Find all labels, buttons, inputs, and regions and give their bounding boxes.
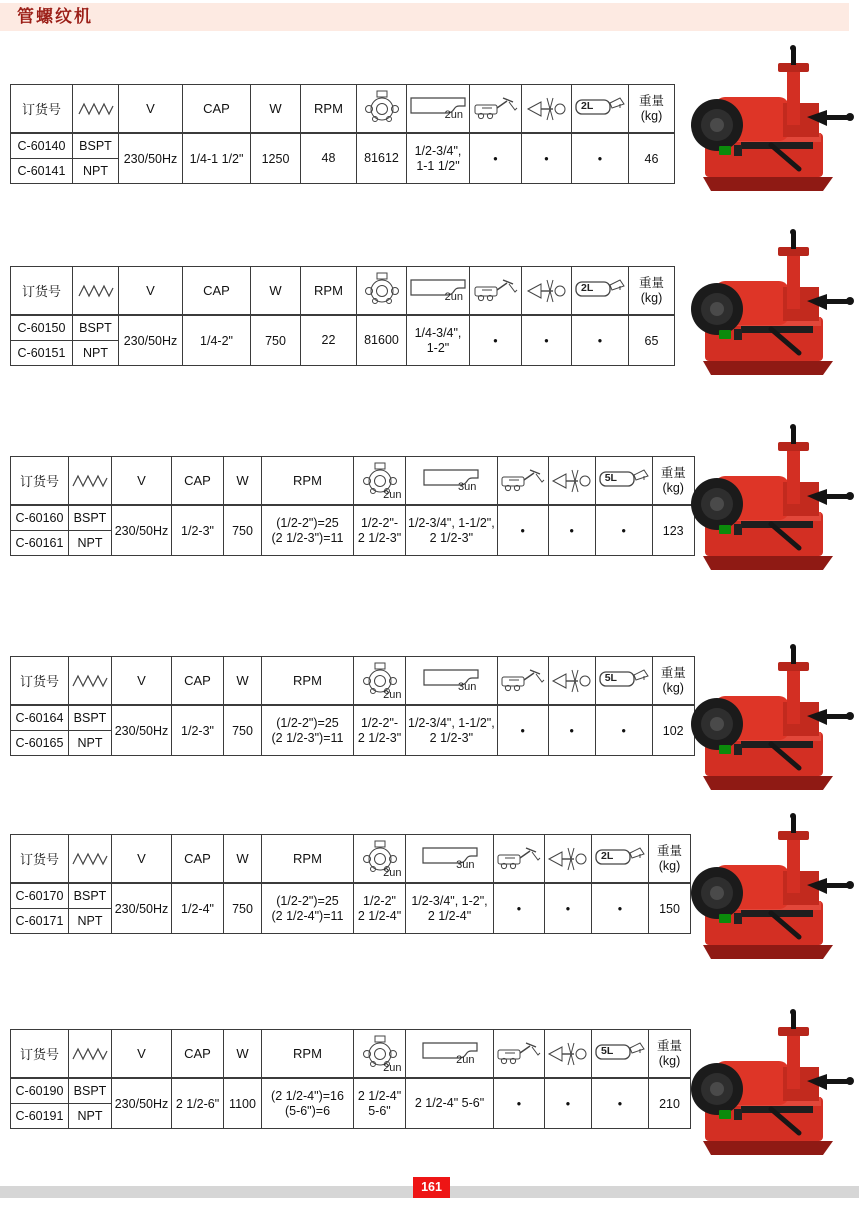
oil-volume-label: 5L <box>604 471 617 484</box>
product-section <box>10 834 691 934</box>
col-header-order-no: 订货号 <box>11 1030 69 1079</box>
dies-unit-label: 3un <box>457 681 477 693</box>
power-cell: 750 <box>251 315 301 366</box>
reamer-icon <box>526 277 568 305</box>
oil-included-cell: • <box>572 315 629 366</box>
thread-standard-cell: BSPT <box>69 705 112 731</box>
capacity-cell: 1/2-3" <box>172 505 224 556</box>
weight-cell: 102 <box>652 705 694 756</box>
oil-included-cell: • <box>572 133 629 184</box>
col-header-thread-type <box>69 657 112 706</box>
thread-profile-icon <box>71 852 109 866</box>
col-header-rpm: RPM <box>262 1030 354 1079</box>
power-cell: 750 <box>224 705 262 756</box>
col-header-capacity: CAP <box>172 1030 224 1079</box>
pipe-cutter-included-cell: • <box>497 705 548 756</box>
die-head-cell: 2 1/2-4" 5-6" <box>354 1078 406 1129</box>
col-header-voltage: V <box>119 85 183 134</box>
pipe-cutter-included-cell: • <box>470 315 522 366</box>
col-header-thread-type <box>73 267 119 316</box>
col-header-power: W <box>224 457 262 506</box>
die-head-cell: 1/2-2"- 2 1/2-3" <box>354 705 406 756</box>
voltage-cell: 230/50Hz <box>112 505 172 556</box>
col-header-die-head <box>354 835 406 884</box>
col-header-voltage: V <box>112 657 172 706</box>
col-header-pipe-cutter <box>494 835 545 884</box>
col-header-pipe-cutter <box>497 457 548 506</box>
oil-volume-label: 5L <box>604 671 617 684</box>
thread-standard-cell: NPT <box>69 909 112 934</box>
thread-standard-cell: BSPT <box>73 315 119 341</box>
oil-included-cell: • <box>595 505 652 556</box>
col-header-capacity: CAP <box>172 657 224 706</box>
table-row <box>11 315 675 341</box>
reamer-included-cell: • <box>522 315 572 366</box>
thread-profile-icon <box>71 1047 109 1061</box>
col-header-reamer <box>545 1030 592 1079</box>
thread-profile-icon <box>77 284 115 298</box>
col-header-dies <box>406 657 498 706</box>
reamer-included-cell: • <box>545 1078 592 1129</box>
die-head-cell: 1/2-2" 2 1/2-4" <box>354 883 406 934</box>
col-header-voltage: V <box>112 835 172 884</box>
die-head-cell: 81600 <box>357 315 407 366</box>
col-header-rpm: RPM <box>262 657 354 706</box>
col-header-weight: 重量 (kg) <box>652 457 694 506</box>
thread-profile-icon <box>71 674 109 688</box>
col-header-rpm: RPM <box>301 267 357 316</box>
col-header-die-head <box>357 85 407 134</box>
col-header-capacity: CAP <box>183 85 251 134</box>
threading-machine-photo <box>675 643 855 795</box>
col-header-oil <box>592 1030 649 1079</box>
pipe-cutter-icon <box>473 96 519 122</box>
table-row <box>11 705 695 731</box>
dies-sizes-cell: 1/4-3/4", 1-2" <box>407 315 470 366</box>
pipe-cutter-included-cell: • <box>497 505 548 556</box>
pipe-cutter-included-cell: • <box>494 1078 545 1129</box>
col-header-dies <box>406 835 494 884</box>
col-header-power: W <box>224 1030 262 1079</box>
dies-sizes-cell: 2 1/2-4" 5-6" <box>406 1078 494 1129</box>
oil-volume-label: 2L <box>581 99 594 112</box>
thread-standard-cell: BSPT <box>69 883 112 909</box>
capacity-cell: 2 1/2-6" <box>172 1078 224 1129</box>
weight-cell: 123 <box>652 505 694 556</box>
pipe-cutter-icon <box>500 468 546 494</box>
thread-standard-cell: NPT <box>73 341 119 366</box>
reamer-included-cell: • <box>545 883 592 934</box>
col-header-die-head <box>357 267 407 316</box>
col-header-oil <box>592 835 649 884</box>
col-header-pipe-cutter <box>470 267 522 316</box>
col-header-die-head <box>354 457 406 506</box>
die-head-icon <box>364 89 400 125</box>
spec-table <box>10 84 675 184</box>
col-header-thread-type <box>69 457 112 506</box>
pipe-cutter-icon <box>473 278 519 304</box>
pipe-cutter-icon <box>496 1041 542 1067</box>
col-header-rpm: RPM <box>301 85 357 134</box>
thread-standard-cell: NPT <box>73 159 119 184</box>
order-code-cell: C-60161 <box>11 531 69 556</box>
dies-sizes-cell: 1/2-3/4", 1-1 1/2" <box>407 133 470 184</box>
order-code-cell: C-60171 <box>11 909 69 934</box>
col-header-reamer <box>548 657 595 706</box>
capacity-cell: 1/4-2" <box>183 315 251 366</box>
order-code-cell: C-60151 <box>11 341 73 366</box>
col-header-voltage: V <box>112 457 172 506</box>
capacity-cell: 1/2-3" <box>172 705 224 756</box>
col-header-order-no: 订货号 <box>11 835 69 884</box>
table-row <box>11 133 675 159</box>
col-header-weight: 重量 (kg) <box>649 835 691 884</box>
product-section <box>10 266 675 366</box>
col-header-thread-type <box>73 85 119 134</box>
order-code-cell: C-60160 <box>11 505 69 531</box>
voltage-cell: 230/50Hz <box>112 705 172 756</box>
oil-volume-label: 5L <box>601 1044 614 1057</box>
thread-profile-icon <box>71 474 109 488</box>
product-photo <box>675 44 855 196</box>
thread-standard-cell: BSPT <box>69 1078 112 1104</box>
product-photo <box>675 812 855 964</box>
voltage-cell: 230/50Hz <box>112 1078 172 1129</box>
spec-table <box>10 656 695 756</box>
col-header-dies <box>407 267 470 316</box>
voltage-cell: 230/50Hz <box>112 883 172 934</box>
col-header-power: W <box>224 835 262 884</box>
table-header-row <box>11 457 695 506</box>
rpm-cell: 22 <box>301 315 357 366</box>
page-header-bar <box>0 3 849 31</box>
dies-unit-label: 3un <box>457 481 477 493</box>
spec-table <box>10 456 695 556</box>
reamer-icon <box>551 667 593 695</box>
col-header-order-no: 订货号 <box>11 657 69 706</box>
rpm-cell: (1/2-2")=25 (2 1/2-4")=11 <box>262 883 354 934</box>
table-header-row <box>11 85 675 134</box>
thread-standard-cell: NPT <box>69 1104 112 1129</box>
col-header-power: W <box>251 85 301 134</box>
spec-table <box>10 1029 691 1129</box>
capacity-cell: 1/2-4" <box>172 883 224 934</box>
threading-machine-photo <box>675 423 855 575</box>
col-header-oil <box>595 457 652 506</box>
pipe-cutter-included-cell: • <box>470 133 522 184</box>
dies-unit-label: 2un <box>456 1054 475 1066</box>
thread-profile-icon <box>77 102 115 116</box>
threading-machine-photo <box>675 44 855 196</box>
rpm-cell: (1/2-2")=25 (2 1/2-3")=11 <box>262 705 354 756</box>
col-header-power: W <box>251 267 301 316</box>
capacity-cell: 1/4-1 1/2" <box>183 133 251 184</box>
weight-cell: 65 <box>629 315 675 366</box>
threading-machine-photo <box>675 812 855 964</box>
reamer-icon <box>547 845 589 873</box>
col-header-oil <box>572 85 629 134</box>
oil-included-cell: • <box>592 883 649 934</box>
reamer-icon <box>547 1040 589 1068</box>
col-header-thread-type <box>69 1030 112 1079</box>
oil-volume-label: 2L <box>581 281 594 294</box>
product-section <box>10 84 675 184</box>
reamer-included-cell: • <box>548 705 595 756</box>
oil-included-cell: • <box>595 705 652 756</box>
rpm-cell: 48 <box>301 133 357 184</box>
weight-cell: 210 <box>649 1078 691 1129</box>
col-header-dies <box>407 85 470 134</box>
weight-cell: 46 <box>629 133 675 184</box>
product-section <box>10 656 695 756</box>
dies-unit-label: 2un <box>444 291 463 303</box>
thread-standard-cell: BSPT <box>73 133 119 159</box>
voltage-cell: 230/50Hz <box>119 315 183 366</box>
col-header-reamer <box>522 267 572 316</box>
power-cell: 1100 <box>224 1078 262 1129</box>
dies-unit-label: 2un <box>444 109 463 121</box>
product-photo <box>675 1008 855 1160</box>
spec-table <box>10 266 675 366</box>
col-header-die-head <box>354 1030 406 1079</box>
order-code-cell: C-60165 <box>11 731 69 756</box>
col-header-weight: 重量 (kg) <box>652 657 694 706</box>
die-head-unit-label: 2un <box>383 867 402 879</box>
dies-sizes-cell: 1/2-3/4", 1-1/2", 2 1/2-3" <box>406 705 498 756</box>
table-header-row <box>11 657 695 706</box>
table-row <box>11 883 691 909</box>
col-header-pipe-cutter <box>497 657 548 706</box>
die-head-unit-label: 2un <box>383 1062 402 1074</box>
power-cell: 1250 <box>251 133 301 184</box>
die-head-cell: 1/2-2"- 2 1/2-3" <box>354 505 406 556</box>
col-header-pipe-cutter <box>494 1030 545 1079</box>
col-header-reamer <box>545 835 592 884</box>
reamer-icon <box>526 95 568 123</box>
col-header-weight: 重量 (kg) <box>649 1030 691 1079</box>
order-code-cell: C-60141 <box>11 159 73 184</box>
dies-sizes-cell: 1/2-3/4", 1-2", 2 1/2-4" <box>406 883 494 934</box>
die-head-unit-label: 2un <box>383 689 402 701</box>
power-cell: 750 <box>224 505 262 556</box>
col-header-thread-type <box>69 835 112 884</box>
pipe-cutter-icon <box>500 668 546 694</box>
col-header-rpm: RPM <box>262 835 354 884</box>
dies-sizes-cell: 1/2-3/4", 1-1/2", 2 1/2-3" <box>406 505 498 556</box>
col-header-dies <box>406 457 498 506</box>
col-header-dies <box>406 1030 494 1079</box>
oil-included-cell: • <box>592 1078 649 1129</box>
power-cell: 750 <box>224 883 262 934</box>
thread-standard-cell: BSPT <box>69 505 112 531</box>
col-header-reamer <box>522 85 572 134</box>
order-code-cell: C-60190 <box>11 1078 69 1104</box>
order-code-cell: C-60140 <box>11 133 73 159</box>
voltage-cell: 230/50Hz <box>119 133 183 184</box>
rpm-cell: (2 1/2-4")=16 (5-6")=6 <box>262 1078 354 1129</box>
col-header-voltage: V <box>119 267 183 316</box>
col-header-voltage: V <box>112 1030 172 1079</box>
col-header-reamer <box>548 457 595 506</box>
threading-machine-photo <box>675 228 855 380</box>
col-header-order-no: 订货号 <box>11 85 73 134</box>
col-header-weight: 重量 (kg) <box>629 267 675 316</box>
product-photo <box>675 423 855 575</box>
order-code-cell: C-60164 <box>11 705 69 731</box>
rpm-cell: (1/2-2")=25 (2 1/2-3")=11 <box>262 505 354 556</box>
die-head-unit-label: 2un <box>383 489 402 501</box>
col-header-order-no: 订货号 <box>11 457 69 506</box>
page-title: 管螺纹机 <box>17 7 93 26</box>
table-header-row <box>11 835 691 884</box>
col-header-capacity: CAP <box>172 835 224 884</box>
product-photo <box>675 643 855 795</box>
table-row <box>11 505 695 531</box>
col-header-capacity: CAP <box>172 457 224 506</box>
col-header-oil <box>572 267 629 316</box>
col-header-order-no: 订货号 <box>11 267 73 316</box>
table-header-row <box>11 1030 691 1079</box>
threading-machine-photo <box>675 1008 855 1160</box>
order-code-cell: C-60150 <box>11 315 73 341</box>
reamer-included-cell: • <box>548 505 595 556</box>
col-header-oil <box>595 657 652 706</box>
die-head-cell: 81612 <box>357 133 407 184</box>
page-number: 161 <box>413 1177 450 1198</box>
die-head-icon <box>364 271 400 307</box>
order-code-cell: C-60191 <box>11 1104 69 1129</box>
table-row <box>11 1078 691 1104</box>
col-header-power: W <box>224 657 262 706</box>
thread-standard-cell: NPT <box>69 531 112 556</box>
col-header-weight: 重量 (kg) <box>629 85 675 134</box>
pipe-cutter-icon <box>496 846 542 872</box>
product-section <box>10 1029 691 1129</box>
table-header-row <box>11 267 675 316</box>
oil-volume-label: 2L <box>601 849 614 862</box>
pipe-cutter-included-cell: • <box>494 883 545 934</box>
product-photo <box>675 228 855 380</box>
weight-cell: 150 <box>649 883 691 934</box>
col-header-pipe-cutter <box>470 85 522 134</box>
col-header-capacity: CAP <box>183 267 251 316</box>
product-section <box>10 456 695 556</box>
spec-table <box>10 834 691 934</box>
order-code-cell: C-60170 <box>11 883 69 909</box>
reamer-included-cell: • <box>522 133 572 184</box>
dies-unit-label: 3un <box>456 859 475 871</box>
col-header-die-head <box>354 657 406 706</box>
col-header-rpm: RPM <box>262 457 354 506</box>
reamer-icon <box>551 467 593 495</box>
thread-standard-cell: NPT <box>69 731 112 756</box>
